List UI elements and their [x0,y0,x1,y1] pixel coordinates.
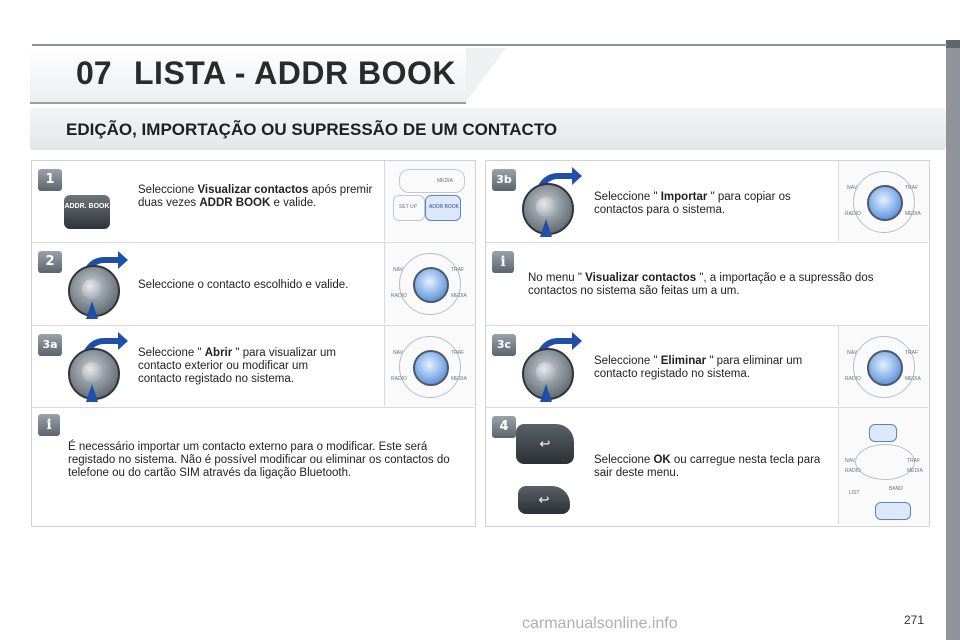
panel-label: RADIO [845,468,861,474]
panel-label: MEDIA [451,376,467,382]
panel-label: MEDIA [437,178,453,184]
back-key-icon: ↩ [518,486,570,514]
panel-knob [413,350,449,386]
panel-label: RADIO [391,293,407,299]
panel-label: ADDR BOOK [429,204,460,210]
step-3a-row [32,326,474,408]
panel-knob [867,185,903,221]
control-panel-image [838,408,929,524]
panel-label: TRAF [905,350,919,356]
right-rail [946,40,960,640]
control-panel-image [384,243,475,324]
step-badge: 3c [492,334,516,356]
press-arrow-icon [540,384,552,402]
step-badge: 3b [492,169,516,191]
step-badge: 2 [38,251,62,273]
info-icon: i [492,251,514,273]
control-panel-image [838,326,929,406]
panel-label: TRAF [907,458,921,464]
step-3c-row [486,326,928,408]
panel-label: MEDIA [905,376,921,382]
right-info-text: No menu " Visualizar contactos ", a importação e a supressão dos contactos no sistema são feitas um a um. [528,272,874,297]
left-info-row [32,408,474,525]
panel-label: TRAF [451,267,465,273]
panel-knob [867,350,903,386]
step-1-text: Seleccione Visualizar contactos após premir duas vezes ADDR BOOK e valide. [138,184,373,209]
back-key-icon: ↩ [516,424,574,464]
step-1-row [32,161,474,243]
panel-label: BAND [889,486,903,492]
top-rule [32,44,947,46]
step-badge: 4 [492,416,516,438]
step-3b-row [486,161,928,243]
info-icon: i [38,414,60,436]
step-4-row [486,408,928,525]
chapter-title: LISTA - ADDR BOOK [134,55,456,91]
step-2-row [32,243,474,326]
step-badge: 3a [38,334,62,356]
press-arrow-icon [86,301,98,319]
back-key-small [869,424,897,442]
panel-label: TRAF [905,185,919,191]
panel-label: RADIO [391,376,407,382]
step-4-text: Seleccione OK ou carregue nesta tecla para sair deste menu. [594,454,821,479]
step-3c-text: Seleccione " Eliminar " para eliminar um contacto registado no sistema. [594,355,803,380]
control-panel-image [384,326,475,406]
section-title: EDIÇÃO, IMPORTAÇÃO OU SUPRESSÃO DE UM CONTACTO [66,120,558,139]
right-info-row [486,243,928,326]
panel-label: MEDIA [907,468,923,474]
panel-label: NAV [847,185,857,191]
watermark: carmanualsonline.info [522,615,678,632]
panel-button [399,169,465,193]
panel-label: MEDIA [905,211,921,217]
control-panel-image [384,161,475,241]
panel-label: RADIO [845,376,861,382]
panel-label: NAV [393,350,403,356]
control-panel-image [838,161,929,241]
panel-label: NAV [393,267,403,273]
panel-label: SET UP [399,204,417,210]
panel-label: TRAF [451,350,465,356]
addr-book-button-image: ADDR. BOOK [64,195,110,229]
chapter-number: 07 [76,55,112,91]
panel-ring [855,444,915,480]
panel-label: RADIO [845,211,861,217]
right-rail-top [946,40,960,48]
page-number: 271 [904,613,925,627]
step-badge: 1 [38,169,62,191]
press-arrow-icon [86,384,98,402]
panel-label: MEDIA [451,293,467,299]
panel-knob [413,267,449,303]
press-arrow-icon [540,219,552,237]
step-3b-text: Seleccione " Importar " para copiar os contactos para o sistema. [594,191,791,216]
panel-label: NAV [847,350,857,356]
left-info-text: É necessário importar um contacto externo para o modificar. Este será registado no sistema. Não é possível modificar ou eliminar os contactos do telefone ou do cartão SIM através da ligação Bluetooth. [68,441,450,479]
panel-label: LIST [849,490,860,496]
step-3a-text: Seleccione " Abrir " para visualizar um contacto exterior ou modificar um contacto registado no sistema. [138,347,337,385]
back-key-small [875,502,911,520]
step-2-text: Seleccione o contacto escolhido e valide. [138,279,349,291]
panel-label: NAV [845,458,855,464]
